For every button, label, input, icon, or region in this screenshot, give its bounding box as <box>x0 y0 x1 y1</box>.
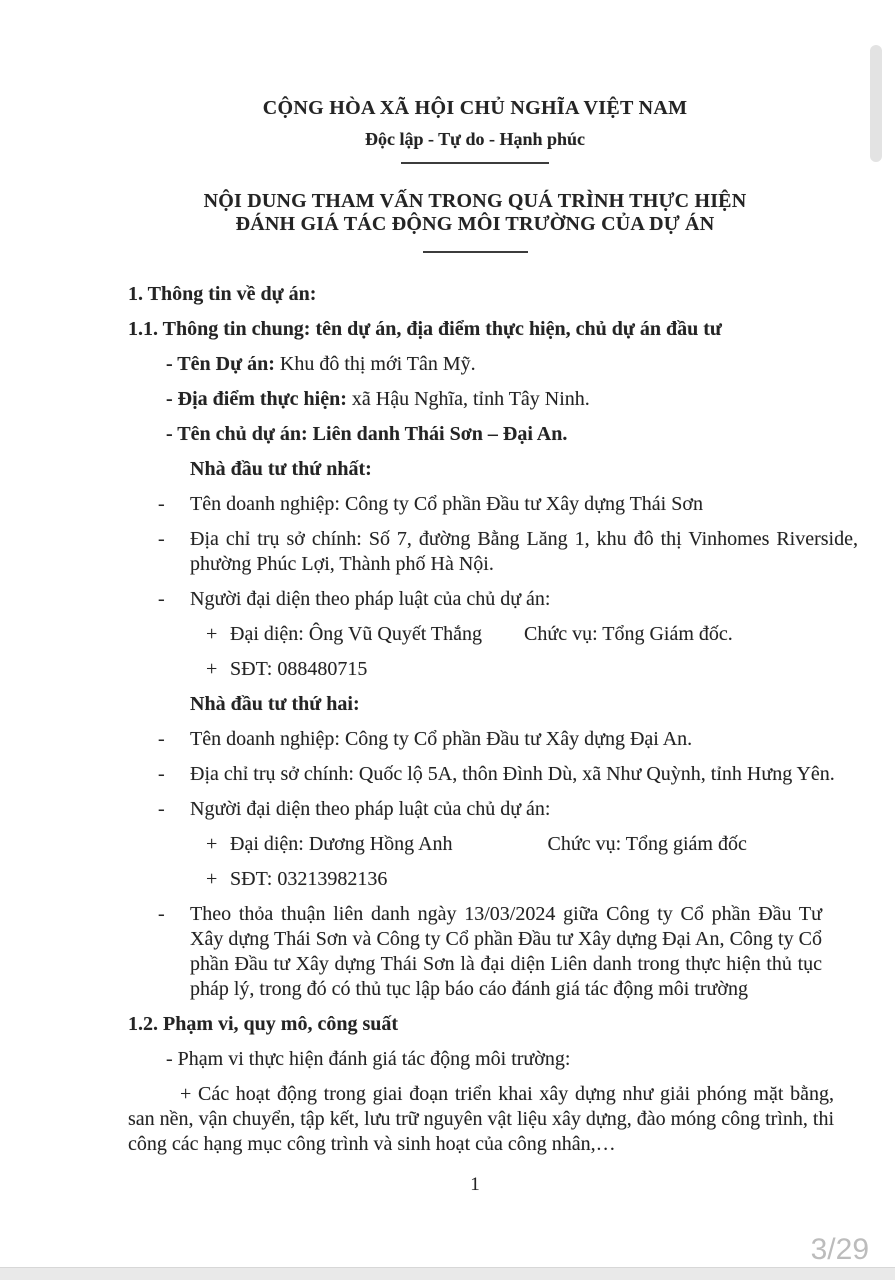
plus-marker: + <box>206 658 218 680</box>
location-label: - Địa điểm thực hiện: <box>166 388 347 410</box>
project-name-line <box>128 352 822 377</box>
viewer-bottom-bar <box>0 1267 895 1280</box>
investor1-representative-heading: Người đại diện theo pháp luật của chủ dự án: <box>190 588 551 610</box>
investor1-representative-heading-line <box>128 587 822 612</box>
plus-marker: + <box>180 1083 192 1105</box>
investor1-representative-line <box>128 622 822 647</box>
dash-marker: - <box>158 588 165 610</box>
section-1-2-heading: 1.2. Phạm vi, quy mô, công suất <box>128 1013 399 1035</box>
project-name-value: Khu đô thị mới Tân Mỹ. <box>279 353 476 375</box>
section-1-1-heading: 1.1. Thông tin chung: tên dự án, địa điểm thực hiện, chủ dự án đầu tư <box>128 318 722 340</box>
plus-marker: + <box>206 623 218 645</box>
investor2-representative-heading: Người đại diện theo pháp luật của chủ dự án: <box>190 798 551 820</box>
investor1-phone: SĐT: 088480715 <box>230 658 368 680</box>
document-content <box>128 96 858 1197</box>
investor1-heading: Nhà đầu tư thứ nhất: <box>190 458 372 480</box>
investor1-company-line <box>128 492 822 517</box>
project-name-label: - Tên Dự án: <box>166 353 275 375</box>
investor2-representative-line <box>128 832 822 857</box>
investor2-company-line <box>128 727 822 752</box>
viewer-page-indicator: 3/29 <box>810 1233 869 1266</box>
page-number: 1 <box>470 1174 480 1195</box>
investor2-position: Chức vụ: Tổng giám đốc <box>547 833 747 855</box>
header-divider <box>401 162 549 164</box>
location-value: xã Hậu Nghĩa, tỉnh Tây Ninh. <box>351 388 590 410</box>
investor1-address: Địa chỉ trụ sở chính: Số 7, đường Bằng Lăng 1, khu đô thị Vinhomes Riverside, phường Phúc Lợi, Thành phố Hà Nội. <box>190 528 858 575</box>
dash-marker: - <box>158 798 165 820</box>
investor2-representative-heading-line <box>128 797 822 822</box>
document-title-line2: ĐÁNH GIÁ TÁC ĐỘNG MÔI TRƯỜNG CỦA DỰ ÁN <box>235 213 715 235</box>
investor2-representative: Đại diện: Dương Hồng Anh <box>230 833 453 855</box>
investor2-heading: Nhà đầu tư thứ hai: <box>190 693 360 715</box>
national-header-line2: Độc lập - Tự do - Hạnh phúc <box>364 129 586 149</box>
document-title <box>128 190 822 236</box>
location-line <box>128 387 822 412</box>
scope-intro-line: - Phạm vi thực hiện đánh giá tác động môi trường: <box>166 1048 571 1070</box>
investor2-company: Tên doanh nghiệp: Công ty Cổ phần Đầu tư Xây dựng Đại An. <box>190 728 693 750</box>
national-header-line1: CỘNG HÒA XÃ HỘI CHỦ NGHĨA VIỆT NAM <box>262 97 688 119</box>
investor1-phone-line <box>128 657 822 682</box>
investor1-company: Tên doanh nghiệp: Công ty Cổ phần Đầu tư Xây dựng Thái Sơn <box>190 493 703 515</box>
agreement-text: Theo thỏa thuận liên danh ngày 13/03/2024 giữa Công ty Cổ phần Đầu Tư Xây dựng Thái Sơn và Công ty Cổ phần Đầu tư Xây dựng Đại An, Công ty Cổ phần Đầu tư Xây dựng Thái Sơn là đại diện Liên danh trong thực hiện thủ tục pháp lý, trong đó có thủ tục lập báo cáo đánh giá tác động môi trường <box>190 903 822 1000</box>
agreement-paragraph <box>128 902 822 1002</box>
title-divider <box>423 251 528 253</box>
investor2-phone: SĐT: 03213982136 <box>230 868 388 890</box>
dash-marker: - <box>158 493 165 515</box>
investor2-phone-line <box>128 867 822 892</box>
dash-marker: - <box>158 763 165 785</box>
owner-line: - Tên chủ dự án: Liên danh Thái Sơn – Đại An. <box>166 423 568 445</box>
scope-item-paragraph <box>128 1082 834 1157</box>
document-body <box>128 282 858 1197</box>
document-title-line1: NỘI DUNG THAM VẤN TRONG QUÁ TRÌNH THỰC HIỆN <box>203 190 747 212</box>
scrollbar-thumb[interactable] <box>870 45 882 162</box>
dash-marker: - <box>158 728 165 750</box>
dash-marker: - <box>158 528 165 550</box>
investor1-representative: Đại diện: Ông Vũ Quyết Thắng <box>230 623 483 645</box>
scope-item-text: Các hoạt động trong giai đoạn triển khai xây dựng như giải phóng mặt bằng, san nền, vận chuyển, tập kết, lưu trữ nguyên vật liệu xây dựng, đào móng công trình, thi công các hạng mục công trình và sinh hoạt của công nhân,… <box>128 1083 835 1155</box>
investor1-address-line <box>128 527 858 577</box>
plus-marker: + <box>206 868 218 890</box>
investor2-address: Địa chỉ trụ sở chính: Quốc lộ 5A, thôn Đình Dù, xã Như Quỳnh, tỉnh Hưng Yên. <box>190 763 835 785</box>
section-1-heading: 1. Thông tin về dự án: <box>128 283 317 305</box>
investor1-position: Chức vụ: Tổng Giám đốc. <box>524 623 733 645</box>
plus-marker: + <box>206 833 218 855</box>
investor2-address-line <box>128 762 835 787</box>
dash-marker: - <box>158 903 165 925</box>
